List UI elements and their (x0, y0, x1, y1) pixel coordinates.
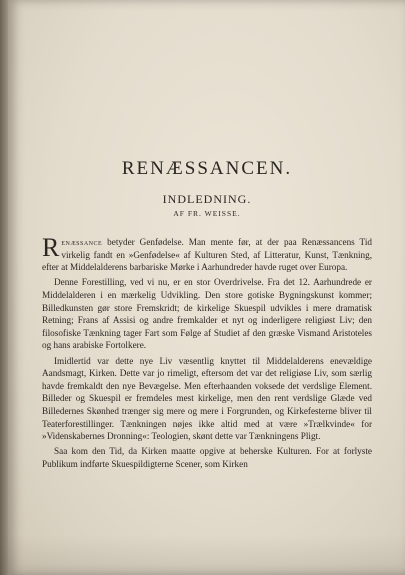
section-heading: INDLEDNING. (162, 192, 252, 206)
body-text (42, 233, 372, 473)
drop-cap: R (42, 233, 60, 262)
author-byline: AF FR. WEISSE. (173, 209, 241, 218)
paragraph: Saa kom den Tid, da Kirken maatte opgive at beherske Kulturen. For at forlyste Publikum indførte Skuespildigterne Scener, som Kirken (42, 446, 372, 469)
paragraph (42, 233, 372, 274)
paragraph: Denne Forestilling, ved vi nu, er en stor Overdrivelse. Fra det 12. Aarhundrede er Middelalderen i en mærkelig Udvikling. Den store gotiske Bygningskunst kommer; Billedkunsten gør store Fremskridt; de kirkelige Skuespil udvikles i mere dramatisk Retning; Frans af Assisi og andre fremkalder et nyt og inderligere religiøst Liv; den filosofiske Tænkning tager Fart som Følge af Studiet af den græske Vismand Aristoteles og hans arabiske Fortolkere. (42, 277, 372, 351)
book-page (8, 0, 405, 575)
paragraph-text: betyder Genfødelse. Man mente før, at der paa Renæssancens Tid virkelig fandt en »Genfødelse« af Kulturen Sted, af Litteratur, Kunst, Tænkning, efter at Middelalderens barbariske Mørke i Aarhundreder havde ruget over Europa. (42, 237, 372, 273)
small-caps-word: enæssance (61, 237, 103, 247)
chapter-title: RENÆSSANCEN. (121, 158, 293, 179)
paragraph: Imidlertid var dette nye Liv væsentlig knyttet til Middelalderens enevældige Aandsmagt, Kirken. Dette var jo rimeligt, eftersom det var det religiøse Liv, som særlig havde fremkaldt den nye Bevægelse. Men efterhaanden voksede det verdslige Element. Billeder og Skuespil er fremdeles mest kirkelige, men den rent verdslige Glæde ved Billedernes Skønhed trænger sig mere og mere i Forgrunden, og Kirkefesterne bliver til Teaterforestillinger. Tænkningen nøjes ikke altid med at være »Trælkvinde« for »Videnskabernes Dronning«: Teologien, skønt dette var Tænkningens Pligt. (42, 355, 372, 442)
